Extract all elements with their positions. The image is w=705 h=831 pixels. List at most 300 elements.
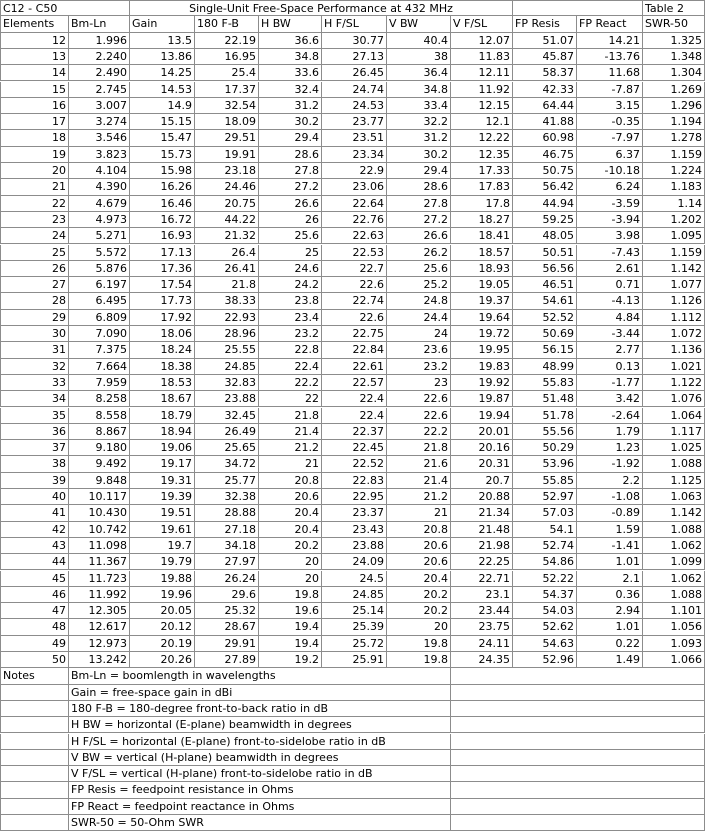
- table-cell[interactable]: 54.63: [513, 636, 577, 652]
- table-cell[interactable]: 29: [0, 310, 69, 326]
- table-cell[interactable]: 12.973: [69, 636, 130, 652]
- table-cell[interactable]: 1.101: [643, 603, 705, 619]
- table-cell[interactable]: 2.1: [577, 571, 643, 587]
- table-cell[interactable]: 30.2: [387, 147, 451, 163]
- table-cell[interactable]: 34.18: [195, 538, 259, 554]
- table-cell[interactable]: 8.867: [69, 424, 130, 440]
- table-cell[interactable]: 24.09: [322, 554, 387, 570]
- table-cell[interactable]: 24.11: [451, 636, 513, 652]
- table-cell[interactable]: 22.52: [322, 456, 387, 472]
- table-cell[interactable]: 1.49: [577, 652, 643, 668]
- table-cell[interactable]: 15: [0, 82, 69, 98]
- table-cell[interactable]: 37: [0, 440, 69, 456]
- table-cell[interactable]: 19.96: [130, 587, 195, 603]
- table-cell[interactable]: 1.088: [643, 456, 705, 472]
- table-cell[interactable]: 21.4: [387, 473, 451, 489]
- table-cell[interactable]: 23.06: [322, 179, 387, 195]
- table-cell[interactable]: 1.142: [643, 261, 705, 277]
- table-cell[interactable]: 15.47: [130, 130, 195, 146]
- table-cell[interactable]: 26.49: [195, 424, 259, 440]
- table-cell[interactable]: 27.2: [259, 179, 322, 195]
- table-cell[interactable]: 21.8: [387, 440, 451, 456]
- table-cell[interactable]: 26.2: [387, 245, 451, 261]
- table-cell[interactable]: 20.19: [130, 636, 195, 652]
- table-cell[interactable]: 24.85: [322, 587, 387, 603]
- table-cell[interactable]: 6.24: [577, 179, 643, 195]
- table-cell[interactable]: 1.01: [577, 619, 643, 635]
- table-cell[interactable]: 17.8: [451, 196, 513, 212]
- table-cell[interactable]: 26: [259, 212, 322, 228]
- table-cell[interactable]: 23.34: [322, 147, 387, 163]
- table-cell[interactable]: 1.088: [643, 522, 705, 538]
- table-cell[interactable]: 16.46: [130, 196, 195, 212]
- table-cell[interactable]: 12.617: [69, 619, 130, 635]
- table-cell[interactable]: 23.43: [322, 522, 387, 538]
- table-cell[interactable]: 17.83: [451, 179, 513, 195]
- table-cell[interactable]: 31.2: [259, 98, 322, 114]
- table-cell[interactable]: 40.4: [387, 33, 451, 49]
- table-cell[interactable]: 48.99: [513, 359, 577, 375]
- table-cell[interactable]: 36.4: [387, 65, 451, 81]
- table-cell[interactable]: 12.07: [451, 33, 513, 49]
- table-cell[interactable]: 19.51: [130, 505, 195, 521]
- table-cell[interactable]: 44: [0, 554, 69, 570]
- table-cell[interactable]: 14.9: [130, 98, 195, 114]
- table-cell[interactable]: 1.056: [643, 619, 705, 635]
- table-cell[interactable]: 23.6: [387, 342, 451, 358]
- table-cell[interactable]: 20.01: [451, 424, 513, 440]
- table-cell[interactable]: 21.2: [387, 489, 451, 505]
- table-cell[interactable]: 24.4: [387, 310, 451, 326]
- table-cell[interactable]: 22.63: [322, 228, 387, 244]
- table-cell[interactable]: 19.72: [451, 326, 513, 342]
- table-cell[interactable]: 10.742: [69, 522, 130, 538]
- table-cell[interactable]: 46.75: [513, 147, 577, 163]
- table-cell[interactable]: 2.94: [577, 603, 643, 619]
- table-cell[interactable]: 1.79: [577, 424, 643, 440]
- table-cell[interactable]: 46.51: [513, 277, 577, 293]
- table-cell[interactable]: 33: [0, 375, 69, 391]
- table-cell[interactable]: 20.4: [387, 571, 451, 587]
- table-cell[interactable]: -7.43: [577, 245, 643, 261]
- table-cell[interactable]: 19.8: [259, 587, 322, 603]
- table-cell[interactable]: 6.37: [577, 147, 643, 163]
- table-cell[interactable]: 46: [0, 587, 69, 603]
- table-cell[interactable]: 7.664: [69, 359, 130, 375]
- table-cell[interactable]: 19.92: [451, 375, 513, 391]
- table-cell[interactable]: 19.91: [195, 147, 259, 163]
- table-cell[interactable]: 41: [0, 505, 69, 521]
- table-cell[interactable]: 26.45: [322, 65, 387, 81]
- table-cell[interactable]: 53.96: [513, 456, 577, 472]
- table-cell[interactable]: 28.88: [195, 505, 259, 521]
- table-cell[interactable]: 26.6: [387, 228, 451, 244]
- table-cell[interactable]: 20.4: [259, 522, 322, 538]
- table-cell[interactable]: 31: [0, 342, 69, 358]
- table-cell[interactable]: 10.117: [69, 489, 130, 505]
- table-cell[interactable]: 20.6: [387, 554, 451, 570]
- table-cell[interactable]: 50.29: [513, 440, 577, 456]
- table-cell[interactable]: 25: [0, 245, 69, 261]
- table-cell[interactable]: 7.375: [69, 342, 130, 358]
- table-cell[interactable]: 33.4: [387, 98, 451, 114]
- table-cell[interactable]: 16.72: [130, 212, 195, 228]
- table-cell[interactable]: 54.61: [513, 293, 577, 309]
- table-cell[interactable]: 21.8: [195, 277, 259, 293]
- table-cell[interactable]: 18: [0, 130, 69, 146]
- table-cell[interactable]: 12: [0, 33, 69, 49]
- table-cell[interactable]: 4.104: [69, 163, 130, 179]
- table-cell[interactable]: 2.77: [577, 342, 643, 358]
- table-cell[interactable]: 34.72: [195, 456, 259, 472]
- table-cell[interactable]: 4.679: [69, 196, 130, 212]
- table-cell[interactable]: -3.59: [577, 196, 643, 212]
- table-cell[interactable]: 64.44: [513, 98, 577, 114]
- table-cell[interactable]: 19.37: [451, 293, 513, 309]
- table-cell[interactable]: 28.96: [195, 326, 259, 342]
- table-cell[interactable]: 2.240: [69, 49, 130, 65]
- table-cell[interactable]: 22.71: [451, 571, 513, 587]
- table-cell[interactable]: 23.1: [451, 587, 513, 603]
- table-cell[interactable]: 23.2: [387, 359, 451, 375]
- table-cell[interactable]: 1.269: [643, 82, 705, 98]
- table-cell[interactable]: 20.7: [451, 473, 513, 489]
- table-cell[interactable]: 19.88: [130, 571, 195, 587]
- table-cell[interactable]: 1.126: [643, 293, 705, 309]
- table-cell[interactable]: 29.6: [195, 587, 259, 603]
- table-cell[interactable]: 25.6: [259, 228, 322, 244]
- table-cell[interactable]: -13.76: [577, 49, 643, 65]
- table-cell[interactable]: 23.37: [322, 505, 387, 521]
- table-cell[interactable]: 5.572: [69, 245, 130, 261]
- table-cell[interactable]: 52.52: [513, 310, 577, 326]
- table-cell[interactable]: 19.94: [451, 408, 513, 424]
- table-cell[interactable]: 29.4: [387, 163, 451, 179]
- table-cell[interactable]: 14.53: [130, 82, 195, 98]
- table-cell[interactable]: 32.38: [195, 489, 259, 505]
- table-cell[interactable]: 1.095: [643, 228, 705, 244]
- table-cell[interactable]: 1.14: [643, 196, 705, 212]
- table-cell[interactable]: 13.86: [130, 49, 195, 65]
- table-cell[interactable]: 11.098: [69, 538, 130, 554]
- table-cell[interactable]: 20.31: [451, 456, 513, 472]
- table-cell[interactable]: 22.61: [322, 359, 387, 375]
- table-cell[interactable]: 23.75: [451, 619, 513, 635]
- table-cell[interactable]: 19.31: [130, 473, 195, 489]
- table-cell[interactable]: 22.76: [322, 212, 387, 228]
- table-cell[interactable]: 59.25: [513, 212, 577, 228]
- table-cell[interactable]: 22.64: [322, 196, 387, 212]
- table-cell[interactable]: 55.56: [513, 424, 577, 440]
- table-cell[interactable]: 3.823: [69, 147, 130, 163]
- table-cell[interactable]: 8.258: [69, 391, 130, 407]
- table-cell[interactable]: 18.06: [130, 326, 195, 342]
- table-cell[interactable]: 21.48: [451, 522, 513, 538]
- table-cell[interactable]: 52.96: [513, 652, 577, 668]
- table-cell[interactable]: 1.348: [643, 49, 705, 65]
- table-cell[interactable]: 28: [0, 293, 69, 309]
- table-cell[interactable]: 22.83: [322, 473, 387, 489]
- table-cell[interactable]: 15.73: [130, 147, 195, 163]
- table-cell[interactable]: 49: [0, 636, 69, 652]
- table-cell[interactable]: 24: [0, 228, 69, 244]
- table-cell[interactable]: 45.87: [513, 49, 577, 65]
- table-cell[interactable]: 35: [0, 408, 69, 424]
- table-cell[interactable]: 12.1: [451, 114, 513, 130]
- table-cell[interactable]: 12.305: [69, 603, 130, 619]
- table-cell[interactable]: 25.6: [387, 261, 451, 277]
- table-cell[interactable]: 43: [0, 538, 69, 554]
- table-cell[interactable]: 1.112: [643, 310, 705, 326]
- table-cell[interactable]: 42: [0, 522, 69, 538]
- table-cell[interactable]: 16.26: [130, 179, 195, 195]
- table-cell[interactable]: 1.59: [577, 522, 643, 538]
- table-cell[interactable]: 22.84: [322, 342, 387, 358]
- table-cell[interactable]: 20: [259, 571, 322, 587]
- table-cell[interactable]: 1.996: [69, 33, 130, 49]
- table-cell[interactable]: 0.22: [577, 636, 643, 652]
- table-cell[interactable]: 3.007: [69, 98, 130, 114]
- table-cell[interactable]: 24.74: [322, 82, 387, 98]
- table-cell[interactable]: 0.13: [577, 359, 643, 375]
- table-cell[interactable]: 26.4: [195, 245, 259, 261]
- table-cell[interactable]: 51.07: [513, 33, 577, 49]
- table-cell[interactable]: 20.2: [259, 538, 322, 554]
- table-cell[interactable]: 6.809: [69, 310, 130, 326]
- table-cell[interactable]: 22.57: [322, 375, 387, 391]
- table-cell[interactable]: 19.39: [130, 489, 195, 505]
- table-cell[interactable]: 16.93: [130, 228, 195, 244]
- table-cell[interactable]: 19.8: [387, 636, 451, 652]
- table-cell[interactable]: 1.099: [643, 554, 705, 570]
- table-cell[interactable]: 23.44: [451, 603, 513, 619]
- table-cell[interactable]: 21.98: [451, 538, 513, 554]
- table-cell[interactable]: 12.22: [451, 130, 513, 146]
- table-cell[interactable]: 19.17: [130, 456, 195, 472]
- table-cell[interactable]: 30: [0, 326, 69, 342]
- table-cell[interactable]: 1.063: [643, 489, 705, 505]
- table-cell[interactable]: 23.18: [195, 163, 259, 179]
- table-cell[interactable]: 23.77: [322, 114, 387, 130]
- table-cell[interactable]: 23.51: [322, 130, 387, 146]
- table-cell[interactable]: 1.021: [643, 359, 705, 375]
- table-cell[interactable]: 20.8: [259, 473, 322, 489]
- table-cell[interactable]: 4.390: [69, 179, 130, 195]
- table-cell[interactable]: 4.973: [69, 212, 130, 228]
- table-cell[interactable]: 1.064: [643, 408, 705, 424]
- table-cell[interactable]: 40: [0, 489, 69, 505]
- table-cell[interactable]: 1.202: [643, 212, 705, 228]
- table-cell[interactable]: 22: [259, 391, 322, 407]
- table-cell[interactable]: 22.25: [451, 554, 513, 570]
- table-cell[interactable]: 7.090: [69, 326, 130, 342]
- table-cell[interactable]: 22.4: [322, 391, 387, 407]
- table-cell[interactable]: 22.6: [387, 391, 451, 407]
- table-cell[interactable]: 19.61: [130, 522, 195, 538]
- table-cell[interactable]: 52.97: [513, 489, 577, 505]
- table-cell[interactable]: 22.6: [387, 408, 451, 424]
- table-cell[interactable]: 25.2: [387, 277, 451, 293]
- table-cell[interactable]: 11.92: [451, 82, 513, 98]
- table-cell[interactable]: 20.26: [130, 652, 195, 668]
- table-cell[interactable]: 19: [0, 147, 69, 163]
- table-cell[interactable]: 55.83: [513, 375, 577, 391]
- table-cell[interactable]: 22.95: [322, 489, 387, 505]
- table-cell[interactable]: 18.79: [130, 408, 195, 424]
- table-cell[interactable]: 20: [259, 554, 322, 570]
- table-cell[interactable]: 11.367: [69, 554, 130, 570]
- table-cell[interactable]: 24.35: [451, 652, 513, 668]
- table-cell[interactable]: 22.7: [322, 261, 387, 277]
- table-cell[interactable]: 2.745: [69, 82, 130, 98]
- table-cell[interactable]: 10.430: [69, 505, 130, 521]
- table-cell[interactable]: 1.066: [643, 652, 705, 668]
- table-cell[interactable]: 27.97: [195, 554, 259, 570]
- table-cell[interactable]: 1.025: [643, 440, 705, 456]
- table-cell[interactable]: 32.83: [195, 375, 259, 391]
- table-cell[interactable]: 14.25: [130, 65, 195, 81]
- table-cell[interactable]: 1.122: [643, 375, 705, 391]
- table-cell[interactable]: 1.194: [643, 114, 705, 130]
- table-cell[interactable]: -1.08: [577, 489, 643, 505]
- table-cell[interactable]: 1.077: [643, 277, 705, 293]
- table-cell[interactable]: 34.8: [387, 82, 451, 98]
- table-cell[interactable]: 18.41: [451, 228, 513, 244]
- table-cell[interactable]: 11.83: [451, 49, 513, 65]
- table-cell[interactable]: -3.94: [577, 212, 643, 228]
- table-cell[interactable]: 22.2: [259, 375, 322, 391]
- table-cell[interactable]: 8.558: [69, 408, 130, 424]
- table-cell[interactable]: 3.98: [577, 228, 643, 244]
- table-cell[interactable]: 18.94: [130, 424, 195, 440]
- table-cell[interactable]: 21.4: [259, 424, 322, 440]
- table-cell[interactable]: 23.2: [259, 326, 322, 342]
- table-cell[interactable]: 19.87: [451, 391, 513, 407]
- table-cell[interactable]: 54.37: [513, 587, 577, 603]
- table-cell[interactable]: 1.142: [643, 505, 705, 521]
- table-cell[interactable]: 36.6: [259, 33, 322, 49]
- table-cell[interactable]: 27.8: [387, 196, 451, 212]
- table-cell[interactable]: 45: [0, 571, 69, 587]
- table-cell[interactable]: 29.91: [195, 636, 259, 652]
- table-cell[interactable]: 11.723: [69, 571, 130, 587]
- table-cell[interactable]: 22.74: [322, 293, 387, 309]
- table-cell[interactable]: 1.072: [643, 326, 705, 342]
- table-cell[interactable]: -1.41: [577, 538, 643, 554]
- table-cell[interactable]: 24.6: [259, 261, 322, 277]
- table-cell[interactable]: -7.87: [577, 82, 643, 98]
- table-cell[interactable]: -7.97: [577, 130, 643, 146]
- table-cell[interactable]: 48: [0, 619, 69, 635]
- table-cell[interactable]: 20.6: [259, 489, 322, 505]
- table-cell[interactable]: 9.848: [69, 473, 130, 489]
- table-cell[interactable]: 24.8: [387, 293, 451, 309]
- table-cell[interactable]: 29.51: [195, 130, 259, 146]
- table-cell[interactable]: 20.75: [195, 196, 259, 212]
- table-cell[interactable]: 1.062: [643, 571, 705, 587]
- table-cell[interactable]: 11.68: [577, 65, 643, 81]
- table-cell[interactable]: 21.6: [387, 456, 451, 472]
- table-cell[interactable]: 19.7: [130, 538, 195, 554]
- table-cell[interactable]: 25.77: [195, 473, 259, 489]
- table-cell[interactable]: 57.03: [513, 505, 577, 521]
- table-cell[interactable]: 41.88: [513, 114, 577, 130]
- table-cell[interactable]: 27.13: [322, 49, 387, 65]
- table-cell[interactable]: 22.37: [322, 424, 387, 440]
- table-cell[interactable]: 1.325: [643, 33, 705, 49]
- table-cell[interactable]: 23.88: [322, 538, 387, 554]
- table-cell[interactable]: 21: [0, 179, 69, 195]
- table-cell[interactable]: 13.242: [69, 652, 130, 668]
- table-cell[interactable]: 19.4: [259, 619, 322, 635]
- table-cell[interactable]: 25.39: [322, 619, 387, 635]
- table-cell[interactable]: 27: [0, 277, 69, 293]
- table-cell[interactable]: 5.271: [69, 228, 130, 244]
- table-cell[interactable]: -0.35: [577, 114, 643, 130]
- table-cell[interactable]: 12.35: [451, 147, 513, 163]
- table-cell[interactable]: 2.490: [69, 65, 130, 81]
- table-cell[interactable]: -1.77: [577, 375, 643, 391]
- table-cell[interactable]: 1.278: [643, 130, 705, 146]
- table-cell[interactable]: 23.88: [195, 391, 259, 407]
- table-cell[interactable]: 1.093: [643, 636, 705, 652]
- table-cell[interactable]: 23.4: [259, 310, 322, 326]
- table-cell[interactable]: 1.224: [643, 163, 705, 179]
- table-cell[interactable]: 16.95: [195, 49, 259, 65]
- table-cell[interactable]: 28.6: [387, 179, 451, 195]
- table-cell[interactable]: 22.93: [195, 310, 259, 326]
- table-cell[interactable]: 20.05: [130, 603, 195, 619]
- table-cell[interactable]: 13.5: [130, 33, 195, 49]
- table-cell[interactable]: 25.32: [195, 603, 259, 619]
- table-cell[interactable]: 17.36: [130, 261, 195, 277]
- table-cell[interactable]: 25.91: [322, 652, 387, 668]
- table-cell[interactable]: -4.13: [577, 293, 643, 309]
- table-cell[interactable]: -1.92: [577, 456, 643, 472]
- table-cell[interactable]: 2.2: [577, 473, 643, 489]
- table-cell[interactable]: 22.75: [322, 326, 387, 342]
- table-cell[interactable]: 19.2: [259, 652, 322, 668]
- table-cell[interactable]: 2.61: [577, 261, 643, 277]
- table-cell[interactable]: 17.37: [195, 82, 259, 98]
- table-cell[interactable]: 22: [0, 196, 69, 212]
- table-cell[interactable]: 3.42: [577, 391, 643, 407]
- table-cell[interactable]: 25.72: [322, 636, 387, 652]
- table-cell[interactable]: 30.2: [259, 114, 322, 130]
- table-cell[interactable]: 19.4: [259, 636, 322, 652]
- table-cell[interactable]: 52.74: [513, 538, 577, 554]
- table-cell[interactable]: 19.83: [451, 359, 513, 375]
- table-cell[interactable]: 42.33: [513, 82, 577, 98]
- table-cell[interactable]: 21: [259, 456, 322, 472]
- table-cell[interactable]: 56.15: [513, 342, 577, 358]
- table-cell[interactable]: 18.27: [451, 212, 513, 228]
- table-cell[interactable]: 19.95: [451, 342, 513, 358]
- table-cell[interactable]: 20.8: [387, 522, 451, 538]
- table-cell[interactable]: 5.876: [69, 261, 130, 277]
- table-cell[interactable]: 56.56: [513, 261, 577, 277]
- table-cell[interactable]: 1.159: [643, 147, 705, 163]
- table-cell[interactable]: 1.183: [643, 179, 705, 195]
- table-cell[interactable]: 32: [0, 359, 69, 375]
- table-cell[interactable]: 0.36: [577, 587, 643, 603]
- table-cell[interactable]: 19.8: [387, 652, 451, 668]
- table-cell[interactable]: 34.8: [259, 49, 322, 65]
- table-cell[interactable]: 21.32: [195, 228, 259, 244]
- table-cell[interactable]: 15.15: [130, 114, 195, 130]
- table-cell[interactable]: -3.44: [577, 326, 643, 342]
- table-cell[interactable]: 22.4: [322, 408, 387, 424]
